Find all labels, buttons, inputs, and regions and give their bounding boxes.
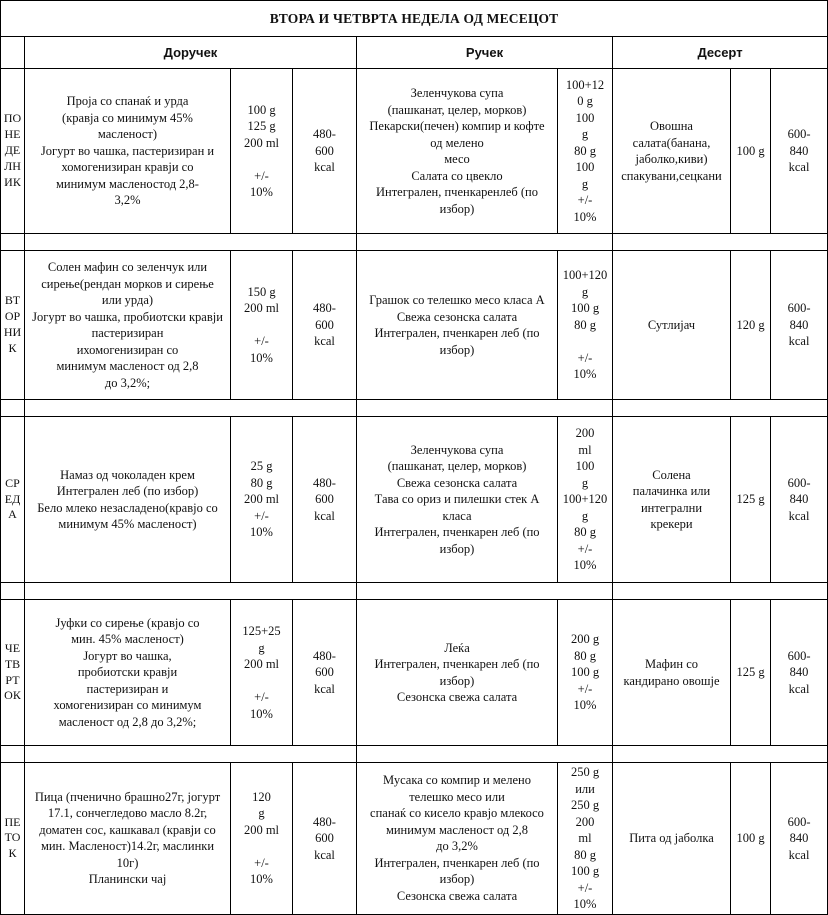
dessert-item: Сутлијач bbox=[613, 251, 731, 400]
breakfast-quantity: 150 g 200 ml +/- 10% bbox=[231, 251, 293, 400]
lunch-items: Грашок со телешко месо класа А Свежа сезонска салата Интегрален, пченкарен леб (по избор) bbox=[357, 251, 558, 400]
spacer-row bbox=[1, 234, 828, 251]
page-title: ВТОРА И ЧЕТВРТА НЕДЕЛА ОД МЕСЕЦОТ bbox=[1, 1, 828, 37]
lunch-quantity: 100+12 0 g 100 g 80 g 100 g +/- 10% bbox=[558, 69, 613, 234]
day-row-thursday bbox=[1, 600, 828, 746]
day-header-cell bbox=[1, 37, 25, 69]
lunch-items: Зеленчукова супа (пашканат, целер, морков) Свежа сезонска салата Тава со ориз и пилешки стек А класа Интегрален, пченкарен леб (по избор) bbox=[357, 417, 558, 583]
breakfast-kcal: 480- 600 kcal bbox=[293, 763, 357, 915]
lunch-quantity: 250 g или 250 g 200 ml 80 g 100 g +/- 10% bbox=[558, 763, 613, 915]
dessert-kcal: 600- 840 kcal bbox=[771, 69, 828, 234]
breakfast-kcal: 480- 600 kcal bbox=[293, 417, 357, 583]
breakfast-quantity: 125+25 g 200 ml +/- 10% bbox=[231, 600, 293, 746]
lunch-quantity: 200 ml 100 g 100+120 g 80 g +/- 10% bbox=[558, 417, 613, 583]
dessert-kcal: 600- 840 kcal bbox=[771, 417, 828, 583]
dessert-quantity: 125 g bbox=[731, 600, 771, 746]
day-row-wednesday bbox=[1, 417, 828, 583]
dessert-kcal: 600- 840 kcal bbox=[771, 763, 828, 915]
dessert-quantity: 125 g bbox=[731, 417, 771, 583]
dessert-quantity: 120 g bbox=[731, 251, 771, 400]
lunch-items: Леќа Интегрален, пченкарен леб (по избор) Сезонска свежа салата bbox=[357, 600, 558, 746]
breakfast-items: Проја со спанаќ и урда (кравја со минимум 45% масленост) Јогурт во чашка, пастеризиран и хомогенизиран кравји со минимум масленостод 2,8- 3,2% bbox=[25, 69, 231, 234]
day-row-monday bbox=[1, 69, 828, 234]
breakfast-kcal: 480- 600 kcal bbox=[293, 251, 357, 400]
breakfast-quantity: 120 g 200 ml +/- 10% bbox=[231, 763, 293, 915]
breakfast-quantity: 100 g 125 g 200 ml +/- 10% bbox=[231, 69, 293, 234]
breakfast-header: Доручек bbox=[25, 37, 357, 69]
dessert-quantity: 100 g bbox=[731, 763, 771, 915]
breakfast-kcal: 480- 600 kcal bbox=[293, 69, 357, 234]
day-label: ВТОРНИК bbox=[1, 251, 25, 400]
day-label: ПЕТОК bbox=[1, 763, 25, 915]
dessert-kcal: 600- 840 kcal bbox=[771, 600, 828, 746]
lunch-quantity: 200 g 80 g 100 g +/- 10% bbox=[558, 600, 613, 746]
spacer-row bbox=[1, 583, 828, 600]
dessert-item: Солена палачинка или интегрални крекери bbox=[613, 417, 731, 583]
dessert-quantity: 100 g bbox=[731, 69, 771, 234]
day-row-tuesday bbox=[1, 251, 828, 400]
lunch-header: Ручек bbox=[357, 37, 613, 69]
spacer-row bbox=[1, 400, 828, 417]
breakfast-items: Пица (пченично брашно27г, јогурт 17.1, сончегледово масло 8.2г, доматен сос, кашкавал (кравји со мин. Масленост)14.2г, маслинки 10г) Планински чај bbox=[25, 763, 231, 915]
breakfast-items: Јуфки со сирење (кравјо со мин. 45% масленост) Јогурт во чашка, пробиотски кравји пастеризиран и хомогенизиран со минимум масленост од 2,8 до 3,2%; bbox=[25, 600, 231, 746]
breakfast-kcal: 480- 600 kcal bbox=[293, 600, 357, 746]
dessert-header: Десерт bbox=[613, 37, 828, 69]
breakfast-quantity: 25 g 80 g 200 ml +/- 10% bbox=[231, 417, 293, 583]
day-label: ЧЕТВРТОК bbox=[1, 600, 25, 746]
dessert-item: Овошна салата(банана, јаболко,киви) спакувани,сецкани bbox=[613, 69, 731, 234]
dessert-item: Мафин со кандирано овошје bbox=[613, 600, 731, 746]
day-label: ПОНЕДЕЛНИК bbox=[1, 69, 25, 234]
day-row-friday bbox=[1, 763, 828, 915]
dessert-item: Пита од јаболка bbox=[613, 763, 731, 915]
lunch-quantity: 100+120 g 100 g 80 g +/- 10% bbox=[558, 251, 613, 400]
dessert-kcal: 600- 840 kcal bbox=[771, 251, 828, 400]
breakfast-items: Намаз од чоколаден крем Интегрален леб (по избор) Бело млеко незасладено(кравјо со минимум 45% масленост) bbox=[25, 417, 231, 583]
lunch-items: Зеленчукова супа (пашканат, целер, морков) Пекарски(печен) компир и кофте од мелено месо Салата со цвекло Интегрален, пченкаренлеб (по избор) bbox=[357, 69, 558, 234]
spacer-row bbox=[1, 746, 828, 763]
breakfast-items: Солен мафин со зеленчук или сирење(рендан морков и сирење или урда) Јогурт во чашка, пробиотски кравји пастеризиран ихомогенизиран со минимум масленост од 2,8 до 3,2%; bbox=[25, 251, 231, 400]
lunch-items: Мусака со компир и мелено телешко месо или спанаќ со кисело кравјо млекосо минимум масленост од 2,8 до 3,2% Интегрален, пченкарен леб (по избор) Сезонска свежа салата bbox=[357, 763, 558, 915]
day-label: СРЕДА bbox=[1, 417, 25, 583]
